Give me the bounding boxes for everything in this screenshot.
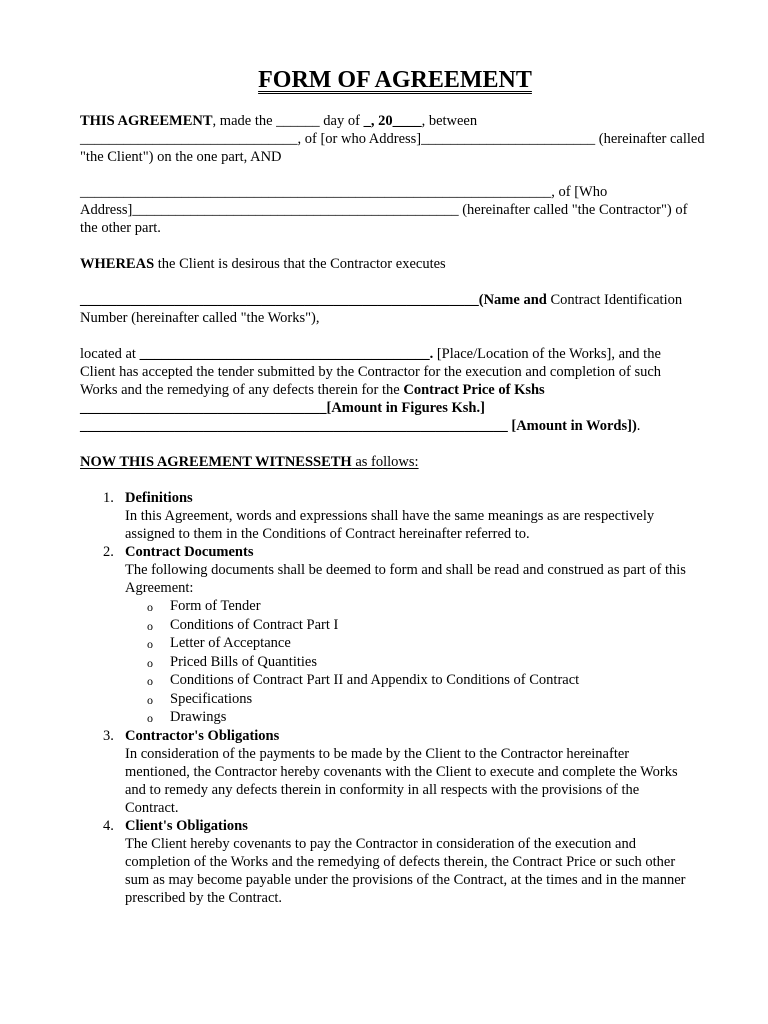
bullet-icon: o [147,618,153,633]
section-heading: Contract Documents [125,544,254,560]
list-item [125,708,720,727]
witnesseth-heading [80,453,720,471]
documents-sublist [125,597,720,727]
section-contractor-obligations [80,727,720,817]
list-item-text: Specifications [170,690,253,707]
bullet-icon: o [147,692,153,707]
whereas-text: the Client is desirous that the Contractor executes [154,256,446,272]
section-text-line: sum as may become payable under the provisions of the Contract, at the times and in the manner [125,871,686,888]
located-line-2: Client has accepted the tender submitted by the Contractor for the execution and completion of such [80,364,662,380]
list-item-text: Conditions of Contract Part I [170,616,339,633]
whereas-paragraph [80,255,720,273]
list-item-text: Letter of Acceptance [170,635,291,651]
works-line-1 [80,291,720,309]
bullet-icon: o [147,600,153,614]
section-contract-documents [80,543,720,727]
whereas-line [80,255,720,273]
section-number: 2. [103,544,114,560]
contract-price-label: Contract Price of Kshs [403,382,545,398]
list-item-text: Priced Bills of Quantities [170,653,317,670]
intro-text-c: , between [421,113,478,129]
list-item [125,616,720,635]
section-text-line: completion of the Works and the remedying of defects therein, the Contract Price or such other [125,853,676,870]
witnesseth-line [80,453,720,471]
intro-line-6: the other part. [80,220,161,236]
works-blank: _______________________________________________________ [80,292,479,308]
bullet-icon: o [147,711,153,725]
list-item-text: Form of Tender [170,598,261,614]
section-number: 1. [103,490,114,506]
section-text-line: Contract. [125,799,179,816]
list-item [125,690,720,709]
located-blank: ________________________________________. [139,346,434,362]
section-text-line: and to remedy any defects therein in conformity in all respects with the provisions of the [125,781,640,798]
whereas-bold: WHEREAS [80,256,155,272]
section-heading: Definitions [125,490,193,506]
witnesseth-bold: NOW THIS AGREEMENT WITNESSETH [80,454,352,470]
section-heading: Contractor's Obligations [125,727,280,744]
contractor-paragraph [80,183,720,237]
located-text-b: [Place/Location of the Works], and the [433,346,661,362]
list-item-text: Drawings [170,709,227,725]
located-line-5 [80,417,720,435]
located-line-3-text: Works and the remedying of any defects therein for the [80,382,404,398]
list-item [125,634,720,653]
numbered-list [80,489,720,907]
bullet-icon: o [147,637,153,651]
intro-line-2: ______________________________, of [or who Address]________________________ (hereinafter called [80,131,705,147]
intro-line-5: Address]_____________________________________________ (hereinafter called "the Contractor") of [80,202,688,218]
intro-line-4: _________________________________________________________________, of [Who [80,184,608,200]
works-line-2: Number (hereinafter called "the Works"), [80,310,320,326]
section-text-line: Agreement: [125,580,194,596]
works-bold: (Name and [478,292,547,308]
section-definitions [80,489,720,543]
section-number: 3. [103,727,114,744]
section-text-line: mentioned, the Contractor hereby covenants with the Client to execute and complete the Works [125,763,678,780]
document-title [0,66,768,94]
works-paragraph [80,291,720,327]
intro-line-3: "the Client") on the one part, AND [80,149,282,165]
intro-line-1 [80,112,720,130]
section-text-line: prescribed by the Contract. [125,889,283,906]
section-number: 4. [103,817,114,834]
section-heading: Client's Obligations [125,817,248,834]
bullet-icon: o [147,655,153,670]
works-text: Contract Identification [546,292,683,308]
list-item [125,597,720,616]
intro-date-blank: _, 20____ [363,113,422,129]
located-line-3 [80,381,720,399]
located-line-1 [80,345,720,363]
section-text-line: The following documents shall be deemed to form and shall be read and construed as part of this [125,562,686,578]
section-text-line: assigned to them in the Conditions of Contract hereinafter referred to. [125,526,530,542]
section-client-obligations [80,817,720,907]
intro-bold: THIS AGREEMENT [80,113,213,129]
intro-paragraph [80,112,720,166]
sections-list [80,489,720,907]
located-period: . [636,418,641,434]
bullet-icon: o [147,674,153,688]
amount-figures: __________________________________[Amount in Figures Ksh.] [80,400,485,416]
located-paragraph [80,345,720,435]
list-item [125,653,720,672]
section-text-line: In consideration of the payments to be made by the Client to the Contractor hereinafter [125,745,630,762]
located-line-4 [80,399,720,417]
located-text-a: located at [80,346,140,362]
section-text-line: The Client hereby covenants to pay the Contractor in consideration of the execution and [125,835,636,852]
witnesseth-text: as follows: [351,454,419,470]
list-item-text: Conditions of Contract Part II and Appendix to Conditions of Contract [170,672,580,688]
title-text: FORM OF AGREEMENT [258,67,532,93]
section-text-line: In this Agreement, words and expressions shall have the same meanings as are respectively [125,508,655,524]
intro-text-a: , made the ______ day of [212,113,364,129]
list-item [125,671,720,690]
amount-words: ___________________________________________________________ [Amount in Words]) [80,418,637,434]
